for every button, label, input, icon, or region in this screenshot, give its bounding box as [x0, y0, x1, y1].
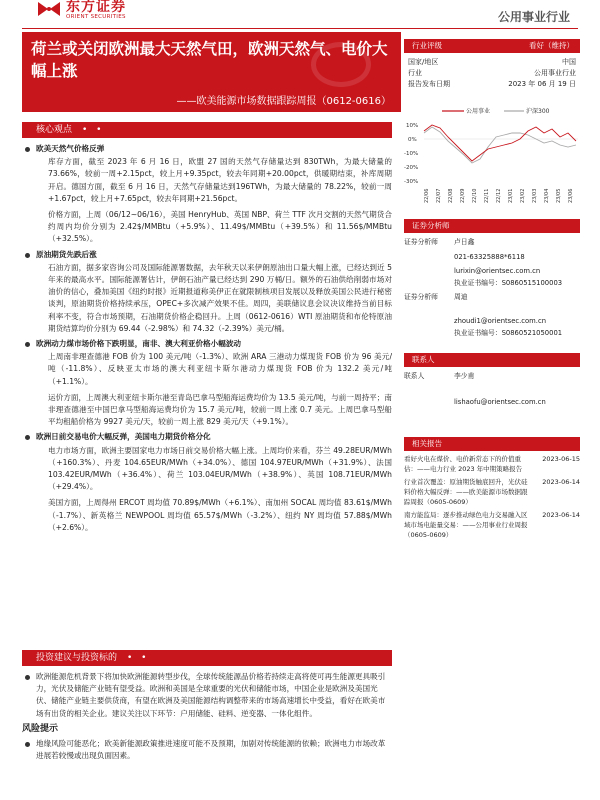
x-tick-label: 22/09 [460, 188, 466, 203]
core-item-para: 运价方面，上周澳大利亚纽卡斯尔港至青岛巴拿马型船海运费均价为 13.5 美元/吨，与前一周持平；南非理查德港至中国巴拿马型船海运费均价为 15.7 美元/吨，较前一周上涨 0.7 美元。上周巴拿马型船平均租船价格为 9927 美元/天，较前一周上涨 829 美元/天（+9.1%）。 [48, 392, 392, 427]
related-reports-panel [404, 437, 580, 540]
info-value: 中国 [562, 58, 576, 66]
core-item [22, 249, 392, 335]
industry-label: 公用事业行业 [497, 10, 570, 24]
info-row [404, 68, 580, 79]
header-divider [22, 28, 578, 29]
contact-row [404, 397, 580, 407]
x-tick-label: 23/01 [508, 188, 514, 203]
section-header-invest: 投资建议与投资标的 • • [22, 650, 392, 666]
y-tick-label: -10% [404, 151, 419, 157]
analyst-row [404, 328, 580, 338]
rating-label: 行业评级 [412, 41, 442, 50]
section-title: 核心观点 [36, 125, 73, 135]
section-title: 投资建议与投资标的 [36, 653, 118, 663]
analyst-key: 证券分析师 [404, 293, 438, 301]
analyst-row [404, 278, 580, 288]
risk-para: 地缘风险可能恶化；欧美新能源政策推进速度可能不及预期，加剧对传统能源的依赖；欧洲电力市场改革进展若较慢或出现负面因素。 [22, 738, 392, 762]
core-item-para: 库存方面，截至 2023 年 6 月 16 日，欧盟 27 国的天然气存储量达到 830TWh，为最大储量的 73.66%，较前一周+2.15pct，较上月+9.35pct，较去年同期+20.00pct，供暖期结束，补库周期开启。德国方面，截至 6 月 16 日，天然气存储量达到196TWh，为最大储量的 78.22%，较前一周+1.67pct，较上月+7.65pct，较去年同期+21.56pct。 [48, 157, 392, 203]
invest-para: 欧洲能源危机背景下将加快欧洲能源转型步伐，全球传统能源品价格若持续走高将使可再生能源更具吸引力，光伏及储能产业链有望受益。欧洲和美国是全球重要的光伏和储能市场，中国企业是欧洲及美国光伏、储能产业链主要供货商，有望在欧洲及美国能源结构调整带来的市场高速增长中受益，看好在欧美市场有出货的相关企业。建议关注以下环节：户用储能、硅料、逆变器、一体化组件。 [22, 671, 392, 720]
analyst-value: 周迪 [454, 293, 468, 301]
x-tick-label: 23/06 [568, 188, 574, 203]
y-tick-label: 0% [408, 137, 417, 143]
related-report-date: 2023-06-15 [542, 455, 580, 463]
related-header [404, 437, 580, 451]
related-report-date: 2023-06-14 [542, 478, 580, 486]
logo [36, 0, 126, 24]
contact-email[interactable]: lishaofu@orientsec.com.cn [454, 398, 546, 406]
info-key: 报告发布日期 [408, 80, 450, 88]
x-tick-label: 22/11 [484, 188, 490, 203]
x-tick-label: 23/03 [532, 188, 538, 203]
risk-title: 风险提示 [22, 723, 59, 734]
analyst-panel [404, 219, 580, 338]
analyst-key [404, 328, 454, 338]
analyst-row [404, 316, 580, 326]
legend-label-utilities: 公用事业 [466, 108, 491, 115]
analyst-key [404, 278, 454, 288]
related-report-title[interactable]: 南方能监局：逐步推动绿色电力交易融入区域市场电能量交易：——公用事业行业周报（0605-0609） [404, 511, 528, 539]
analyst-key [404, 266, 454, 276]
x-tick-label: 23/05 [556, 188, 562, 203]
core-item-para: 上周南非理查德港 FOB 价为 100 美元/吨（-1.3%）、欧洲 ARA 三港动力煤现货 FOB 价为 96 美元/吨（-11.8%）、反映亚太市场的澳大利亚纽卡斯尔港动力煤现货 FOB 价为 132.2 美元/吨（+1.1%）。 [48, 352, 392, 386]
info-row [404, 57, 580, 68]
analyst-row [404, 266, 580, 276]
core-item [22, 338, 392, 428]
title-banner [22, 32, 401, 112]
x-tick-label: 22/06 [424, 188, 430, 203]
core-item-title: 欧美天然气价格反弹 [22, 143, 392, 155]
rating-header [404, 39, 580, 53]
contact-key [404, 397, 454, 407]
contact-header [404, 353, 580, 367]
legend-label-csi300: 沪深300 [526, 108, 550, 115]
core-item-para: 石油方面，据多家咨询公司及国际能源署数据，去年秋天以来伊朗原油出口量大幅上涨，已经达到近 5 年来的最高水平。国际能源署估计，伊朗石油产量已经达到 290 万桶/日。额外的石油供给削弱市场对油价的信心，叠加美国《纽约时报》近期报道称美伊正在就限制核项目发展以及释放美国公民进行秘密谈判，原油期货价格持续承压，OPEC+多次减产效果不佳。周四，美联储议息会议决议维持当前目标利率不变，符合市场预期，石油期货价格企稳回升。上周（0612-0616）WTI 原油期货和布伦特原油期货结算均价分别为 69.44（-2.98%）和 74.32（-2.39%）美元/桶。 [48, 262, 392, 333]
info-key: 行业 [408, 69, 422, 77]
analyst-key [404, 252, 454, 262]
analyst-row [404, 292, 580, 302]
rating-panel [404, 39, 580, 90]
logo-icon [36, 0, 62, 18]
core-item [22, 143, 392, 246]
y-tick-label: -20% [404, 165, 419, 171]
core-item-title: 原油期货先跌后涨 [22, 249, 392, 261]
analyst-key [404, 316, 454, 326]
related-report-title[interactable]: 看好火电在煤价、电价新常态下的价值重估：——电力行业 2023 年中期策略报告 [404, 455, 523, 473]
info-value: 公用事业行业 [534, 69, 576, 77]
x-tick-label: 23/04 [544, 188, 550, 203]
y-tick-label: -30% [404, 179, 419, 185]
core-item [22, 431, 392, 534]
series-line-utilities [424, 125, 576, 161]
info-value: 2023 年 06 月 19 日 [508, 80, 576, 88]
related-report-date: 2023-06-14 [542, 511, 580, 519]
section-header-core: 核心观点 • • [22, 122, 392, 138]
header [0, 0, 600, 28]
x-tick-label: 22/07 [436, 188, 442, 203]
logo-text-cn: 东方证券 [66, 0, 126, 15]
report-title: 荷兰或关闭欧洲最大天然气田，欧洲天然气、电价大幅上涨 [31, 40, 388, 80]
related-report-item[interactable] [404, 510, 580, 540]
x-tick-label: 22/10 [472, 188, 478, 203]
series-line-csi300 [424, 127, 576, 163]
performance-chart [404, 103, 580, 213]
rating-value: 看好（维持） [529, 41, 574, 50]
core-item-title: 欧洲动力煤市场价格下跌明显，南非、澳大利亚价格小幅波动 [22, 338, 392, 350]
contact-header-label: 联系人 [412, 355, 435, 364]
analyst-header-label: 证券分析师 [412, 221, 450, 230]
contact-panel [404, 353, 580, 407]
contact-value: 李少甫 [454, 372, 475, 380]
core-item-para: 价格方面，上周（06/12~06/16），美国 HenryHub、英国 NBP、荷兰 TTF 次月交割的天然气期货合约周内均价分别为 2.42$/MMBtu（+5.9%）、11.49$/MMBtu（+39.5%）和 11.56$/MMBtu（+32.5%）。 [48, 210, 392, 244]
analyst-value: 卢日鑫 [454, 238, 475, 246]
related-report-item[interactable] [404, 454, 580, 474]
analyst-row [404, 237, 580, 247]
contact-key: 联系人 [404, 372, 425, 380]
analyst-email[interactable]: zhoudi1@orientsec.com.cn [454, 317, 547, 325]
related-report-title[interactable]: 行业首次覆盖：原油期货触底回升，光伏硅料价格大幅反弹：——欧美能源市场数据跟踪周报（0605-0609） [404, 478, 528, 506]
logo-text-en: ORIENT SECURITIES [66, 14, 126, 20]
analyst-phone: 021-63325888*6118 [454, 253, 525, 261]
info-key: 国家/地区 [408, 58, 439, 66]
analyst-row [404, 252, 580, 262]
core-item-title: 欧洲日前交易电价大幅反弹，美国电力期货价格分化 [22, 431, 392, 443]
analyst-license: 执业证书编号：S0860515100003 [454, 279, 563, 287]
y-tick-label: 10% [406, 123, 419, 129]
core-item-para: 电力市场方面，欧洲主要国家电力市场日前交易价格大幅上涨。上周均价来看，芬兰 49.28EUR/MWh（+160.3%）、丹麦 104.65EUR/MWh（+34.0%）、德国 104.97EUR/MWh（+31.9%）、法国 103.42EUR/MWh（+36.4%）、荷兰 103.04EUR/MWh（+38.9%）、英国 108.71EUR/MWh（+29.4%）。 [48, 445, 392, 492]
analyst-license: 执业证书编号：S0860521050001 [454, 329, 563, 337]
x-tick-label: 22/08 [448, 188, 454, 203]
analyst-header [404, 219, 580, 233]
analyst-email[interactable]: lurixin@orientsec.com.cn [454, 267, 541, 275]
x-tick-label: 23/02 [520, 188, 526, 203]
x-tick-label: 22/12 [496, 188, 502, 203]
core-view-body [22, 140, 392, 534]
related-header-label: 相关报告 [412, 439, 442, 448]
x-axis-labels [424, 189, 574, 203]
analyst-key: 证券分析师 [404, 238, 438, 246]
contact-row [404, 371, 580, 381]
core-item-para: 美国方面，上周得州 ERCOT 周均值 70.89$/MWh（+6.1%）、南加州 SOCAL 周均值 83.61$/MWh（-1.7%）、新英格兰 NEWPOOL 周均值 65.57$/MWh（-3.2%）、纽约 NY 周均值 57.88$/MWh（+2.6%）。 [48, 498, 392, 532]
info-row [404, 79, 580, 90]
related-report-item[interactable] [404, 477, 580, 507]
invest-body [22, 668, 392, 762]
report-subtitle: ——欧美能源市场数据跟踪周报（0612-0616） [176, 96, 391, 107]
